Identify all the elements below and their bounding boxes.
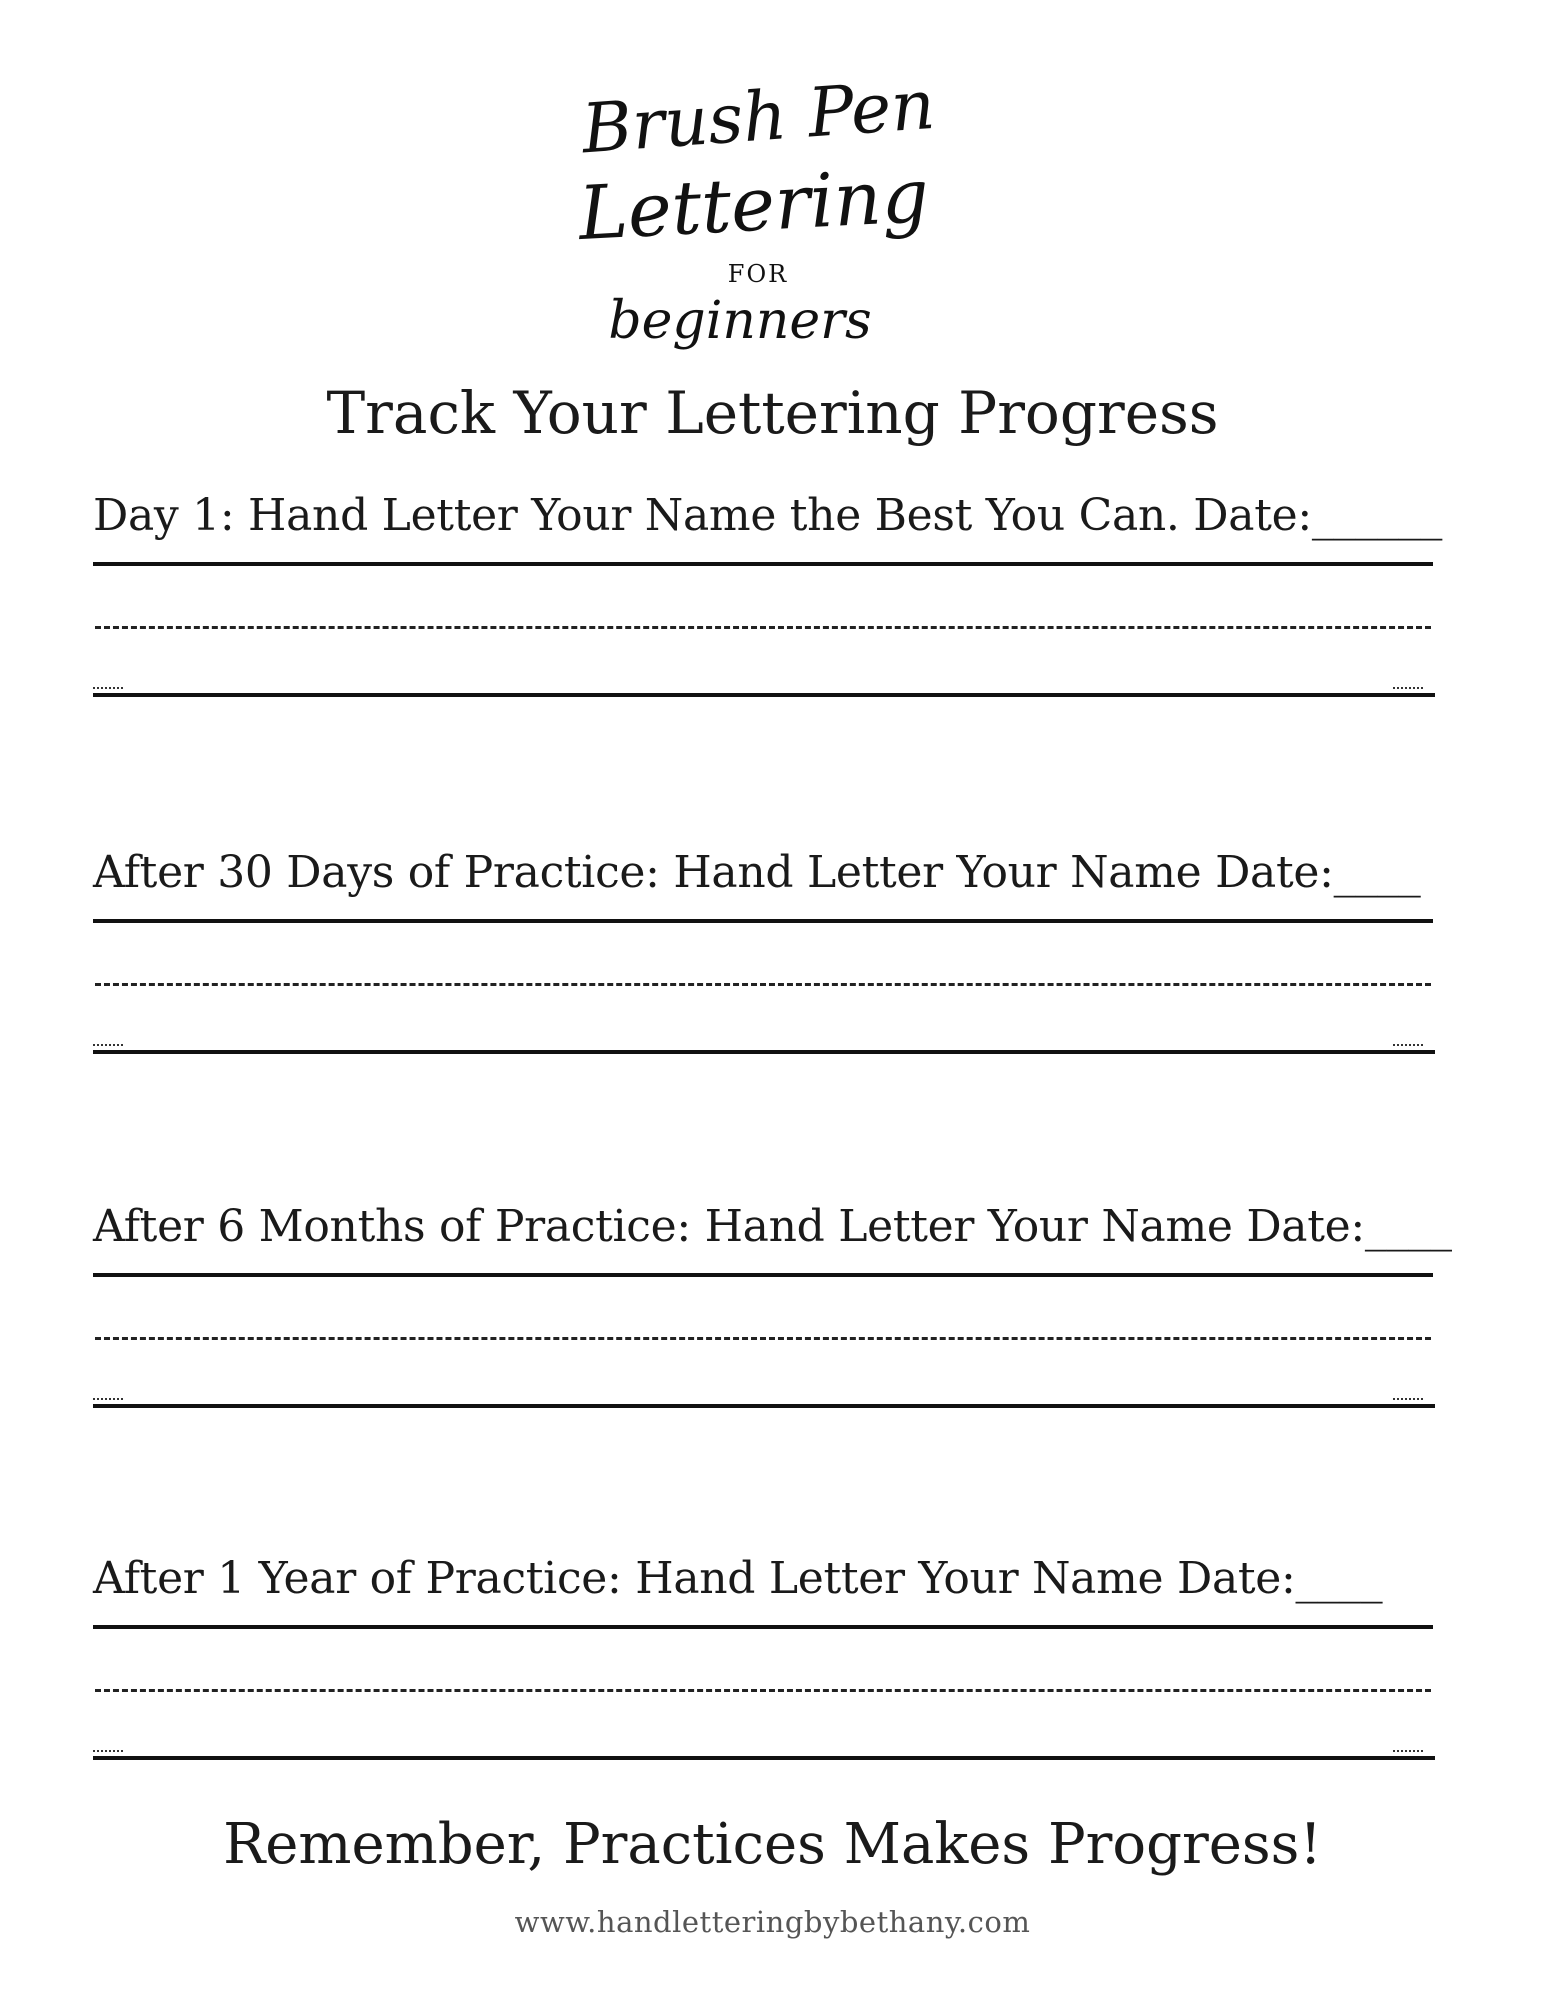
- writing-line-top: [93, 1625, 1433, 1629]
- line-marker-right: [1393, 687, 1423, 689]
- writing-line-top: [93, 562, 1433, 566]
- writing-line-midline: [95, 1337, 1431, 1340]
- section-prompt: After 6 Months of Practice: Hand Letter Your Name Date:____: [93, 1201, 1452, 1252]
- logo-line-3: FOR: [727, 260, 789, 288]
- writing-line-top: [93, 1273, 1433, 1277]
- brand-logo: [576, 65, 938, 360]
- line-marker-left: [93, 687, 123, 689]
- page-title: Track Your Lettering Progress: [326, 379, 1219, 447]
- line-marker-left: [93, 1750, 123, 1752]
- writing-line-midline: [95, 1689, 1431, 1692]
- line-marker-right: [1393, 1750, 1423, 1752]
- writing-line-baseline: [93, 1756, 1435, 1760]
- footer-message: Remember, Practices Makes Progress!: [223, 1812, 1322, 1877]
- writing-line-top: [93, 919, 1433, 923]
- logo-line-1: Brush Pen: [579, 65, 938, 170]
- section-prompt: After 30 Days of Practice: Hand Letter Your Name Date:____: [93, 847, 1421, 898]
- line-marker-left: [93, 1398, 123, 1400]
- line-marker-left: [93, 1044, 123, 1046]
- line-marker-right: [1393, 1398, 1423, 1400]
- logo-line-4: beginners: [608, 291, 872, 351]
- writing-line-midline: [95, 983, 1431, 986]
- line-marker-right: [1393, 1044, 1423, 1046]
- writing-line-midline: [95, 626, 1431, 629]
- section-prompt: Day 1: Hand Letter Your Name the Best You Can. Date:______: [93, 490, 1443, 541]
- writing-line-baseline: [93, 693, 1435, 697]
- logo-line-2: Lettering: [576, 152, 931, 258]
- section-prompt: After 1 Year of Practice: Hand Letter Your Name Date:____: [93, 1553, 1383, 1604]
- footer-website-url: www.handletteringbybethany.com: [514, 1905, 1031, 1939]
- writing-line-baseline: [93, 1404, 1435, 1408]
- writing-line-baseline: [93, 1050, 1435, 1054]
